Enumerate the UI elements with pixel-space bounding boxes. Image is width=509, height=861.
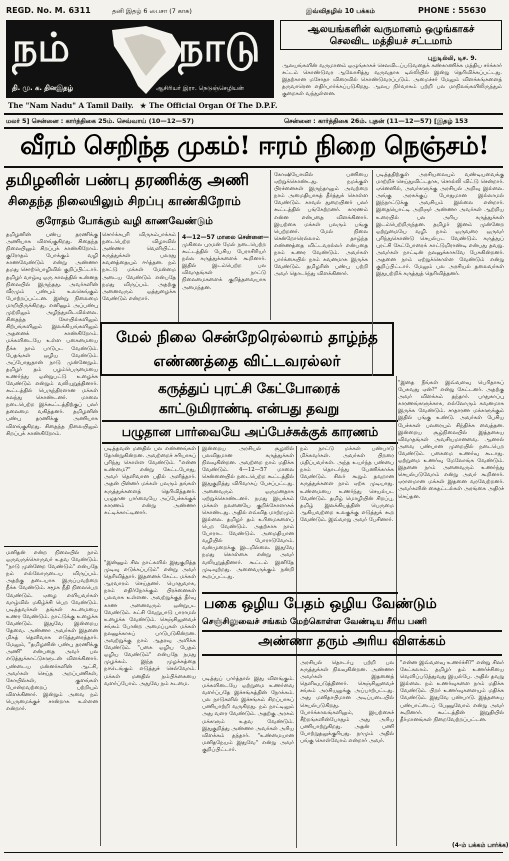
divider-line bbox=[102, 420, 398, 422]
column-1-lower-text: மனிதன் என்ற நிலையில் நாம் ஒருவருக்கொருவர் உதவ வேண்டும். "நாடு முன்னேற வேண்டும்" என்பதே நம் எல்லோருடைய விருப்பம். அதற்கு தடையாக இருப்பவற்றை நீக்க வேண்டும். சமூக நீதி நிலைபெற வேண்டும். ஏழை எளியவர்கள் வாழ்வில் மகிழ்ச்சி பெற வேண்டும். படித்தவர்கள் தங்கள் கடமையை உணர வேண்டும். நாட்டுக்கு உழைக்க வேண்டும். இதுவே இன்றைய தேவை. அண்ணா அவர்கள் இதனை மிகத் தெளிவாக எடுத்துரைத்தார். மேலும், "தமிழனின் பண்பு தரணிக்கு அணி" என்பதை அவர் பல எடுத்துக்காட்டுகளுடன் விளக்கினார். பண்டைய மன்னர்களின் ஆட்சி, அவர்கள் செய்த அறப்பணிகள், கோயில்கள், குளங்கள் போன்றவற்றைப் பற்றியும் விளக்கினார். இன்றும் அவை நம் பெருமைக்குச் சான்றாக உள்ளன என்றார். bbox=[6, 550, 98, 713]
column-rule bbox=[178, 232, 179, 322]
bottom-headline: அண்ணா தரும் அரிய விளக்கம் bbox=[258, 634, 446, 649]
column-6-text: "இதை நீங்கள் இவ்வளவு பெரிதாகப் பேசுவது ஏன்?" என்று கேட்டனர். அதற்கு அவர் விளக்கம் தந்தார். பாதுகாப்பு காரணங்களுக்காக, எல்லோரும் கவனமாக இருக்க வேண்டும். சாதாரண மக்களுக்கும் இதில் பங்கு உண்டு. அவர்கள் பேசிய பேச்சுகள் பலரையும் சிந்திக்க வைத்தன. இன்றைய சூழ்நிலையில் இத்தகைய விவாதங்கள் அவசியமானவை. ஆனால் அவை பண்பான முறையில் நடைபெற வேண்டும். பகைமை உணர்வு கூடாது. ஒற்றுமை உணர்வு மேலோங்க வேண்டும். இதனை நாம் அனைவரும் உணர்ந்து செயல்படுவோம் என்று அவர் கூறினார். ஏராளமான மக்கள் இதனை வரவேற்றனர். அவர்களின் கைதட்டல்கள் அரங்கை அதிரச் செய்தன. bbox=[398, 380, 504, 500]
column-rule bbox=[372, 170, 373, 376]
top-right-dateline: புதுடில்லி, டிச. 9. bbox=[428, 55, 477, 62]
divider-line bbox=[4, 113, 503, 115]
column-1-text: தமிழனின் பண்பு தரணிக்கு அணியாக விளங்குகிறது. சிதைந்த நிலையிலும் சிறப்புக் காண்கிறோம். குரோதம் போக்கும் வழி காணவேண்டும் என்று அண்ணா தமது சொற்பொழிவில் குறிப்பிட்டார். தமிழர் வாழ்வு ஒரு காலத்தில் உன்னத நிலையில் இருந்தது. அவர்களின் வீரமும் பண்பும் உலகெங்கும் போற்றப்பட்டன. இன்று நிலைமை மாறியிருக்கிறது. எனினும் அப்பண்பு முற்றிலும் அழிந்துவிடவில்லை. சிதைந்த கோயில்களிலும் சிற்பங்களிலும் இலக்கியங்களிலும் அதனைக் காண்கிறோம். மக்களிடையே உள்ள பகைமையை நீக்க நாம் பாடுபட வேண்டும். பேதங்கள் ஒழிய வேண்டும். அப்போதுதான் நாடு முன்னேறும். தமிழர் தம் பழம்பெருமையை உணர்ந்து ஒன்றுபட்டு உழைக்க வேண்டும் என்றும் வலியுறுத்தினார். கூட்டத்தில் பெருந்திரளான மக்கள் கலந்து கொண்டனர். மாலை நடைபெற்ற இக்கூட்டத்திற்குப் பலர் தலைமை வகித்தனர். தமிழனின் பண்பு தரணிக்கு அணியாக விளங்குகிறது. சிதைந்த நிலையிலும் சிறப்புக் காண்கிறோம். bbox=[6, 232, 98, 437]
wide-banner-headline: பழுதான பார்வையே அப்பேச்சுக்குக் காரணம் bbox=[121, 424, 379, 439]
left-byline: குரோதம் போக்கும் வழி காணவேண்டும் bbox=[36, 216, 213, 227]
price-note: தனி இதழ் 6 பைசா (7 காசு) bbox=[112, 7, 192, 15]
left-headline: தமிழனின் பண்பு தரணிக்கு அணி bbox=[6, 170, 250, 189]
sub-headline-line2: காட்டுமிராண்டி என்பது தவறு bbox=[158, 402, 340, 417]
center-date-reference: 4—12—57 மாலை சென்னை— bbox=[182, 234, 269, 241]
lower-banner-headline: பகை ஒழிய பேதம் ஒழிய வேண்டும் bbox=[204, 596, 437, 612]
divider-line bbox=[4, 166, 503, 168]
column-9-text: நம் நாட்டு மக்கள் பண்பாடு மிக்கவர்கள். அவர்கள் பிறரை மதிப்பவர்கள். அந்த உயர்ந்த பண்பை நாம் தொடர்ந்து பேணிக்காக்க வேண்டும். சிலர் கூறும் தவறான கருத்துக்களை நாம் ஏற்க முடியாது. உண்மையை உணர்ந்து செயல்பட வேண்டும். தமிழ் மொழியின் சிறப்பு, தமிழ் இலக்கியத்தின் பெருமை ஆகியவற்றை உலகுக்கு எடுத்துக் கூற வேண்டும். இவ்வாறு அவர் பேசினார். bbox=[300, 446, 394, 523]
page-count: இவ்விதழில் 10 பக்கம் bbox=[306, 7, 375, 15]
sub-headline-line1: கருத்துப் புரட்சி கேட்போரைக் bbox=[158, 382, 340, 397]
english-title: The "Nam Nadu" A Tamil Daily. bbox=[8, 101, 134, 110]
divider-line bbox=[202, 592, 398, 594]
phone-number: PHONE : 55630 bbox=[418, 6, 487, 15]
column-8-text: இன்றைய அரசியல் சூழலில் பலவிதமான கருத்துக்கள் நிலவுகின்றன. அவற்றை நாம் மதிக்க வேண்டும். 4—12—57 மாலை சென்னையில் நடைபெற்ற கூட்டத்தில் இதுகுறித்து விரிவாகப் பேசப்பட்டது. அனைவரும் ஒருமனதாக ஏற்றுக்கொண்டனர். நமது இயக்கம் மக்கள் நலனையே குறிக்கோளாகக் கொண்டது. அதில் எவ்வித மாற்றமும் இல்லை. தமிழர் தம் உரிமைகளைப் பெற வேண்டும். அதற்காக நாம் போராட வேண்டும். அமைதியான வழியில் போராடுவோம். வன்முறைக்கு இடமில்லை. இதுவே நமது கொள்கை என்று அவர் வலியுறுத்தினார். கூட்டம் இனிதே முடிவுற்றது. அனைவருக்கும் நன்றி கூறப்பட்டது. bbox=[202, 446, 294, 580]
logo-editor-line: ஆசிரியர் இரா. நெடுஞ்செழியன் bbox=[156, 85, 244, 92]
column-9-lower-text: அரசியல் தொடர்பு பற்றி பல கருத்துக்கள் நிலவுகின்றன. அண்ணா அவர்கள் இதனைத் தெளிவுபடுத்தினார். செஞ்சிலுவைச் சங்கம் அரசியலுக்கு அப்பாற்பட்டது. அது மனிதாபிமான அடிப்படையில் செயல்படுகிறது. போர்க்காலங்களிலும், இயற்கைச் சீற்றங்களின்போதும் அது அரிய பணியாற்றுகிறது. அதன் பணி போற்றுதலுக்குரியது. நாமும் அதில் பங்கு கொள்வோம் என்றார் அவர். bbox=[300, 660, 394, 745]
column-7-text: படித்தவன் மனதில் பல எண்ணங்கள் தோன்றுகின்றன. அவற்றைச் சரியாகப் புரிந்து கொள்ள வேண்டும். "என்ன உண்மை?" என்று கேட்டபோது, அவர் தெளிவான பதில் அளித்தார். அதன் பின்னர் மக்கள் பலரும் தங்கள் கருத்துக்களைத் தெரிவித்தனர். பழுதான பார்வையே அப்பேச்சுக்குக் காரணம் என்று அண்ணா சுட்டிக்காட்டினார். bbox=[104, 446, 196, 516]
divider-line bbox=[202, 630, 502, 632]
registration-number: REGD. No. M. 6311 bbox=[6, 6, 91, 15]
divider-line bbox=[4, 546, 98, 547]
divider-line bbox=[202, 654, 502, 656]
dateline-right: சென்னை : கார்த்திகை 26ம். புதன் (11—12—57) [இதழ் 153 bbox=[284, 117, 469, 125]
column-8-lower-text: படித்துப் பார்த்தால் இது விளங்கும். மக்களிடையே ஒற்றுமை உணர்வை வளர்ப்பதே இச்சங்கத்தின் நோக்கம். பல நாடுகளில் இச்சங்கம் சிறப்பாகப் பணியாற்றி வருகிறது. நம் நாட்டிலும் அது வளர வேண்டும். அதற்கு அரசும் மக்களும் உதவ வேண்டும். இதுகுறித்து அண்ணா அவர்கள் அரிய விளக்கம் தந்தார். "உண்மையான மனிதநேயம் இதுவே" என்று அவர் குறிப்பிட்டார். bbox=[202, 676, 294, 753]
main-headline: வீரம் செறிந்த முகம்! ஈரம் நிறை நெஞ்சம்! bbox=[20, 131, 489, 160]
column-rule bbox=[270, 170, 271, 320]
column-5-text: படித்ததிற்குள் அரசியலையும் வண்டியவைக்கு மாற்றிச் செய்துவிட்டதாக, சொல்லி விட்டு சென்றார். ஏனெனில், அவர்களுக்கு அரசியல் அறிவு இல்லை. அங்கு அரசுக்குப் போதுமான இல்லாமல் இந்நாட்டுக்கு அவசியம் இல்லை என்றார். இதையொட்டி அறிஞர் அண்ணா அவர்கள் ஆற்றிய உரையில் பல அரிய கருத்துக்கள் இடம்பெற்றிருந்தன. தமிழர் இனம் முன்னேற ஒற்றுமையே வழி. நாம் ஒருவரை ஒருவர் புரிந்துகொண்டு செயல்பட வேண்டும். கருத்துப் புரட்சி கேட்போரைக் காட்டுமிராண்டி என்பது தவறு. அவர்கள் நாட்டின் நலனுக்காகவே பேசுகின்றனர். அதனை நாம் ஏற்றுக்கொள்ள வேண்டும் என்று குறிப்பிட்டார். மேலும் பல அரசியல் தலைவர்கள் இதுபற்றிக் கருத்துத் தெரிவித்தனர். bbox=[376, 172, 504, 278]
logo-word-right: நாடு bbox=[178, 24, 261, 71]
column-rule bbox=[198, 446, 199, 670]
official-organ-line: ★ The Official Organ Of The D.P.F. bbox=[140, 101, 278, 110]
left-subhead: சிதைந்த நிலையிலும் சிறப்பு காண்கிறோம் bbox=[8, 194, 241, 208]
logo-subtitle: தி. மு. க. தினஇதழ் bbox=[12, 84, 73, 92]
dateline-left: மலர் 5] சென்னை : கார்த்திகை 25ம். செவ்வாய் (10—12—57) bbox=[6, 117, 194, 125]
top-right-headline-line2: செலவிட மத்தியச் சட்டமாம் bbox=[329, 36, 453, 47]
masthead-logo bbox=[6, 20, 274, 98]
column-7-lower-text: "இன்னும் சில நாட்களில் இதுகுறித்த முடிவு எடுக்கப்படும்" என்று அவர் தெரிவித்தார். இதனைக் கேட்ட மக்கள் ஆரவாரம் செய்தனர். பொதுவாக, நாம் எதிர்நோக்கும் பிரச்னைகள் பலவாக உள்ளன. அவற்றுக்குத் தீர்வு காண அனைவரும் ஒன்றுபட வேண்டும். கட்சி வேறுபாடு பாராமல் உழைக்க வேண்டும். செஞ்சிலுவைச் சங்கம் போன்ற அமைப்புகள் மக்கள் நலனுக்காகப் பாடுபடுகின்றன. அவற்றுக்கு நாம் ஆதரவு அளிக்க வேண்டும். "பகை ஒழிய பேதம் ஒழிய வேண்டும்" என்பதே நமது முழக்கம். இந்த முழக்கத்தை நாடெங்கும் எடுத்துச் செல்வோம். மக்கள் மனதில் நம்பிக்கையை வளர்ப்போம். அதுவே நம் கடமை. bbox=[104, 560, 196, 687]
column-6-lower-text: "என்ன இவ்வளவு உணர்ச்சி?" என்று சிலர் கேட்கலாம். தமிழர் தம் உணர்ச்சியை வெளிப்படுத்துவது இயல்பே. அதில் தவறு இல்லை. நம் உணர்வுகளை நாம் மதிக்க வேண்டும். பிறர் உணர்வுகளையும் மதிக்க வேண்டும். இதுவே பண்பாடு. இத்தகைய பண்பாட்டைப் பேணுவோம் என்று அவர் கூறினார். கூட்டத்தின் இறுதியில் தீர்மானங்கள் நிறைவேற்றப்பட்டன. bbox=[400, 660, 504, 723]
bottom-rule bbox=[4, 852, 503, 853]
column-rule bbox=[296, 660, 297, 848]
column-4-text: கோஷியோவில் பணியை ஏற்றுக்கொண்டது. நமக்குள் பிரச்னைகள் இருந்தாலும் அவற்றை நாம் அமைதியாகத் தீர்த்துக் கொள்ள வேண்டும். காவல் துறையினர் பலர் கூட்டத்தில் பங்கேற்றனர். காரணம் என்ன என்பதை விளக்கினார். இயற்கை மக்கள் பலரும் பங்கு பெற்றனர். மேல் நிலை சென்றோரெல்லாம் தாழ்ந்த எண்ணத்தை விட்டவரல்லர் என்பதை நாம் உணர வேண்டும். அவர்கள் பார்க்கையில் நாம் கவனமாக இருக்க வேண்டும். தமிழரின் பண்பு பற்றி அவர் தொடர்ந்து விளக்கினார். bbox=[274, 172, 368, 278]
column-2-text: சொர்க்கபுரி விருகம்பாக்கம் நடைபெற்ற விழாவில் அண்ணா வெளியிட்ட கருத்துக்கள் பலரது கவனத்தையும் ஈர்த்தன. நம் நாட்டு மக்கள் மேன்மை அடைய வேண்டும் என்பதே நமது விருப்பம். அதற்கு அனைவரும் ஒத்துழைக்க வேண்டும் என்றார். bbox=[102, 232, 176, 302]
top-right-headline-line1: ஆலயங்களின் வருமானம் ஒழுங்காகச் bbox=[307, 24, 475, 35]
lower-sub-headline: செஞ்சிலுவைச் சங்கம் மேற்கொள்ள வேண்டிய சீரிய பணி bbox=[202, 617, 428, 627]
top-right-article-text: ஆலயங்களின் வருமானம் ஒழுங்காகச் செலவிடப்படுவதைக் கண்காணிக்க மத்திய சர்க்கார் சட்டம் கொண்டுவர ஆலோசித்து வருவதாக டில்லியில் இன்று தெரிவிக்கப்பட்டது. இதற்கான மசோதா விரைவில் கொண்டுவரப்படும். அமைச்சர் மேலும் விளக்கங்களைத் தருவாரென எதிர்பார்க்கப்படுகிறது. ஆலய நிர்வாகம் பற்றி பல மாநிலங்களிலிருந்தும் குறைகள் வந்துள்ளன. bbox=[282, 63, 502, 98]
top-right-headline-box bbox=[280, 20, 502, 50]
center-headline-line2: எண்ணத்தை விட்டவரல்லர் bbox=[153, 352, 341, 370]
logo-word-left: நம் bbox=[12, 24, 70, 71]
column-3-text: முகிலை புரமன் மேல் நடைபெற்ற கூட்டத்தில் பேசிய பேராசிரியர் நல்ல கருத்துக்களைக் கூறினார். இதில் இடம்பெற்ற பல விவாதங்கள் நாட்டு நிலைமைகளைக் குறித்தவையாக அமைந்தன. bbox=[182, 242, 266, 291]
center-headline-line1: மேல் நிலை சென்றேரெல்லாம் தாழ்ந்த bbox=[116, 328, 378, 346]
column-rule bbox=[100, 446, 101, 846]
continuation-note: (4-ம் பக்கம் பார்க்க) bbox=[452, 842, 509, 849]
center-headline-box bbox=[100, 322, 394, 376]
divider-line bbox=[102, 442, 398, 444]
divider-line bbox=[4, 127, 503, 129]
